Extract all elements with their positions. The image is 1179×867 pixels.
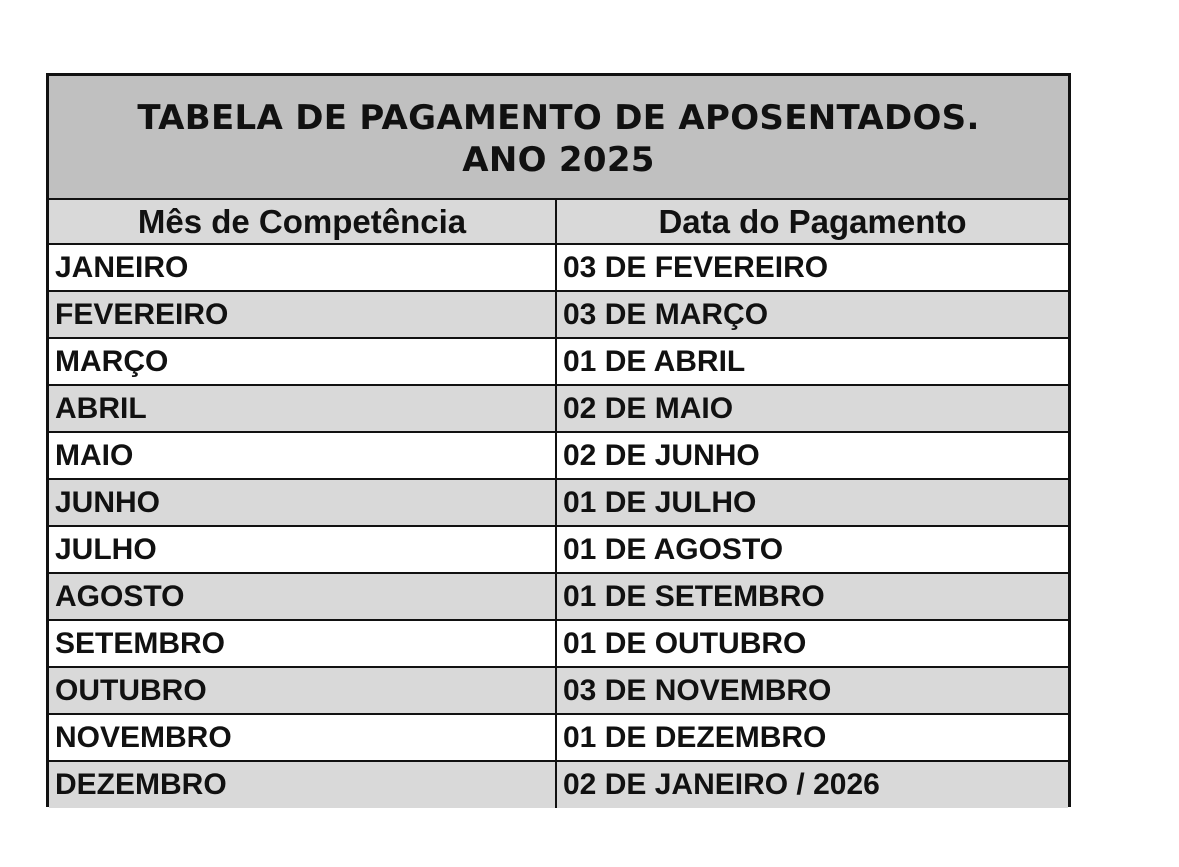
payment-date-cell: 02 DE JANEIRO / 2026 — [556, 761, 1068, 808]
table-title — [49, 76, 1068, 200]
month-cell: JUNHO — [49, 479, 556, 526]
table-row — [49, 432, 1068, 479]
payment-date-cell: 01 DE JULHO — [556, 479, 1068, 526]
table-row — [49, 620, 1068, 667]
month-cell: JANEIRO — [49, 244, 556, 291]
table-row — [49, 244, 1068, 291]
table-row — [49, 667, 1068, 714]
month-cell: FEVEREIRO — [49, 291, 556, 338]
header-row — [49, 200, 1068, 244]
column-header-month: Mês de Competência — [49, 200, 556, 244]
table-header — [49, 200, 1068, 244]
month-cell: DEZEMBRO — [49, 761, 556, 808]
payment-schedule-table — [46, 73, 1071, 807]
table-row — [49, 714, 1068, 761]
column-header-payment-date: Data do Pagamento — [556, 200, 1068, 244]
payment-date-cell: 02 DE JUNHO — [556, 432, 1068, 479]
schedule-grid — [49, 200, 1068, 808]
table-row — [49, 338, 1068, 385]
table-row — [49, 573, 1068, 620]
payment-date-cell: 03 DE FEVEREIRO — [556, 244, 1068, 291]
table-title-line-2: ANO 2025 — [462, 140, 655, 180]
payment-date-cell: 01 DE OUTUBRO — [556, 620, 1068, 667]
table-row — [49, 291, 1068, 338]
month-cell: NOVEMBRO — [49, 714, 556, 761]
payment-date-cell: 03 DE NOVEMBRO — [556, 667, 1068, 714]
table-row — [49, 761, 1068, 808]
payment-date-cell: 01 DE ABRIL — [556, 338, 1068, 385]
table-title-line-1: TABELA DE PAGAMENTO DE APOSENTADOS. — [137, 98, 980, 138]
payment-date-cell: 01 DE SETEMBRO — [556, 573, 1068, 620]
month-cell: SETEMBRO — [49, 620, 556, 667]
table-row — [49, 479, 1068, 526]
month-cell: MARÇO — [49, 338, 556, 385]
table-body — [49, 244, 1068, 808]
month-cell: OUTUBRO — [49, 667, 556, 714]
table-row — [49, 526, 1068, 573]
payment-date-cell: 02 DE MAIO — [556, 385, 1068, 432]
month-cell: ABRIL — [49, 385, 556, 432]
payment-date-cell: 01 DE DEZEMBRO — [556, 714, 1068, 761]
payment-date-cell: 03 DE MARÇO — [556, 291, 1068, 338]
payment-date-cell: 01 DE AGOSTO — [556, 526, 1068, 573]
table-row — [49, 385, 1068, 432]
month-cell: MAIO — [49, 432, 556, 479]
month-cell: AGOSTO — [49, 573, 556, 620]
month-cell: JULHO — [49, 526, 556, 573]
